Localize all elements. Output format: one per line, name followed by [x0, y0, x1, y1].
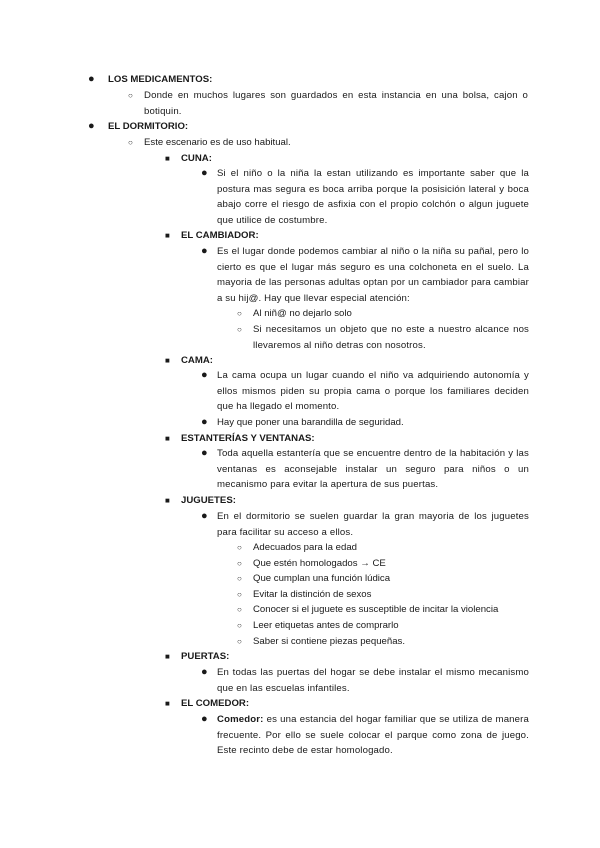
disc-bullet: ● [201, 447, 208, 459]
circle-bullet: ○ [237, 574, 242, 583]
disc-bullet: ● [201, 713, 208, 725]
heading-puertas: PUERTAS: [181, 651, 230, 662]
square-bullet: ■ [165, 652, 170, 661]
circle-bullet: ○ [237, 621, 242, 630]
juguetes-item: Que cumplan una función lúdica [253, 573, 391, 584]
heading-dormitorio: EL DORMITORIO: [108, 121, 189, 132]
heading-juguetes: JUGUETES: [181, 495, 236, 506]
square-bullet: ■ [165, 231, 170, 240]
juguetes-item: Conocer si el juguete es susceptible de incitar la violencia [253, 604, 499, 615]
dormitorio-intro: Este escenario es de uso habitual. [144, 137, 291, 148]
heading-cambiador: EL CAMBIADOR: [181, 230, 259, 241]
disc-bullet: ● [201, 369, 208, 381]
disc-bullet: ● [201, 167, 208, 179]
heading-estanterias: ESTANTERÍAS Y VENTANAS: [181, 433, 315, 444]
medicamentos-text: Donde en muchos lugares son guardados en esta instancia en una bolsa, cajon o botiquin. [144, 90, 528, 117]
square-bullet: ■ [165, 496, 170, 505]
puertas-text: En todas las puertas del hogar se debe instalar el mismo mecanismo que en las escuelas infantiles. [217, 667, 529, 694]
juguetes-item: Saber si contiene piezas pequeñas. [253, 636, 406, 647]
circle-bullet: ○ [237, 325, 242, 334]
comedor-body: es una estancia del hogar familiar que se utiliza de manera frecuente. Por ello se suele colocar el parque como zona de juego. Este recinto debe de estar homologado. [217, 714, 529, 756]
circle-bullet: ○ [128, 91, 133, 100]
cuna-text: Si el niño o la niña la estan utilizando es importante saber que la postura mas segura es boca arriba porque la posisición lateral y boca abajo corre el riesgo de asfixia con el propio colchón o algun juguete que utilice de costumbre. [217, 168, 529, 226]
square-bullet: ■ [165, 434, 170, 443]
cama-text: La cama ocupa un lugar cuando el niño va adquiriendo autonomía y ellos mismos piden su propia cama o porque los familiares deciden que ha llegado el momento. [217, 370, 529, 412]
heading-comedor: EL COMEDOR: [181, 698, 250, 709]
cambiador-item: Si necesitamos un objeto que no este a nuestro alcance nos llevaremos al niño detras con nosotros. [253, 324, 529, 351]
square-bullet: ■ [165, 699, 170, 708]
disc-bullet: ● [201, 416, 208, 428]
comedor-text [217, 712, 529, 759]
estanterias-text: Toda aquella estantería que se encuentre dentro de la habitación y las ventanas es aconsejable instalar un seguro para niños o un mecanismo para evitar la apertura de sus puertas. [217, 448, 529, 490]
juguetes-item: Leer etiquetas antes de comprarlo [253, 620, 399, 631]
comedor-lead: Comedor: [217, 714, 264, 725]
cambiador-text: Es el lugar donde podemos cambiar al niño o la niña su pañal, pero lo cierto es que el lugar más seguro es una colchoneta en el suelo. La mayoria de las personas adultas optan por un cambiador para cambiar a su hij@. Hay que llevar especial atención: [217, 246, 529, 304]
disc-bullet: ● [88, 120, 95, 132]
heading-cama: CAMA: [181, 355, 213, 366]
juguetes-item: Que estén homologados → CE [253, 558, 386, 569]
juguetes-item: Adecuados para la edad [253, 542, 358, 553]
cambiador-item: Al niñ@ no dejarlo solo [253, 308, 352, 319]
circle-bullet: ○ [237, 309, 242, 318]
heading-cuna: CUNA: [181, 153, 212, 164]
disc-bullet: ● [201, 666, 208, 678]
heading-medicamentos: LOS MEDICAMENTOS: [108, 74, 213, 85]
juguetes-text: En el dormitorio se suelen guardar la gran mayoria de los juguetes para facilitar su acceso a ellos. [217, 511, 529, 538]
disc-bullet: ● [201, 245, 208, 257]
circle-bullet: ○ [237, 590, 242, 599]
disc-bullet: ● [201, 510, 208, 522]
circle-bullet: ○ [237, 559, 242, 568]
cama-text-2: Hay que poner una barandilla de seguridad. [217, 417, 404, 428]
juguetes-item: Evitar la distinción de sexos [253, 589, 372, 600]
circle-bullet: ○ [237, 605, 242, 614]
square-bullet: ■ [165, 154, 170, 163]
circle-bullet: ○ [128, 138, 133, 147]
disc-bullet: ● [88, 73, 95, 85]
circle-bullet: ○ [237, 637, 242, 646]
square-bullet: ■ [165, 356, 170, 365]
circle-bullet: ○ [237, 543, 242, 552]
